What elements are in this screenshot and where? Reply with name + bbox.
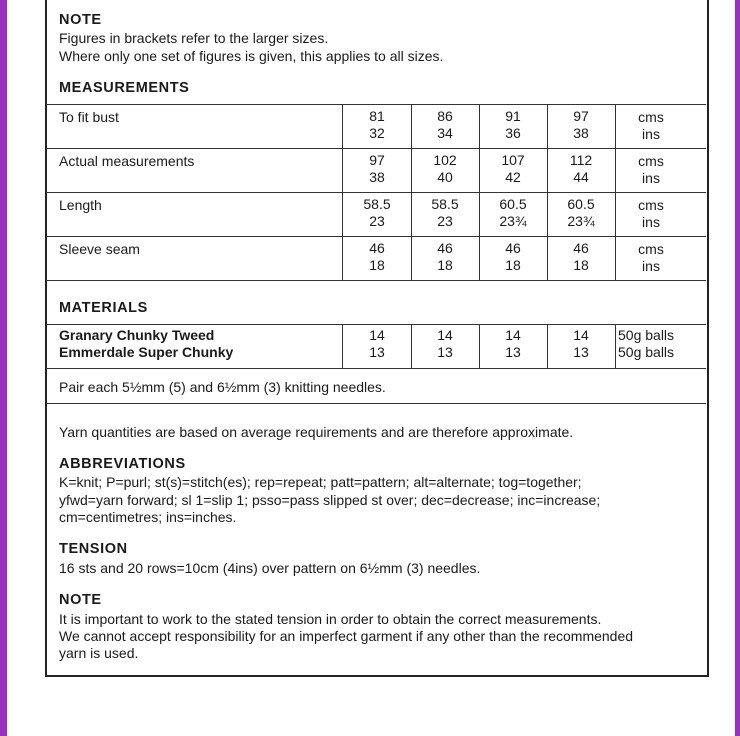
value-cms: 60.5 <box>567 196 595 212</box>
unit-cms: cms <box>638 197 664 213</box>
measurement-value-cell <box>411 240 479 274</box>
measurement-label: Sleeve seam <box>59 241 140 257</box>
measurement-label: To fit bust <box>59 109 119 125</box>
value-ins: 23 <box>369 213 385 229</box>
yarn-unit: 50g balls <box>618 344 675 360</box>
yarn-quantity-note: Yarn quantities are based on average requirements and are therefore approximate. <box>59 424 574 440</box>
unit-ins: ins <box>642 214 660 230</box>
left-accent-strip <box>0 0 7 736</box>
needles-text: Pair each 5½mm (5) and 6½mm (3) knitting needles. <box>59 379 386 395</box>
table-row-divider <box>46 280 706 281</box>
measurement-value-cell <box>479 196 547 230</box>
value-ins: 36 <box>505 125 521 141</box>
measurement-value-cell <box>411 196 479 230</box>
value-cms: 86 <box>437 108 453 124</box>
tension-text: 16 sts and 20 rows=10cm (4ins) over pattern on 6½mm (3) needles. <box>59 560 481 576</box>
value-cms: 58.5 <box>431 196 459 212</box>
value-ins: 40 <box>437 169 453 185</box>
yarn-quantity: 13 <box>505 344 521 360</box>
value-ins: 32 <box>369 125 385 141</box>
note-heading: NOTE <box>59 12 102 28</box>
value-ins: 23¾ <box>499 213 527 229</box>
table-row-divider <box>46 236 706 237</box>
table-row-divider <box>46 104 706 105</box>
unit-cms: cms <box>638 241 664 257</box>
table-row-divider <box>46 368 706 369</box>
yarn-quantity: 13 <box>369 344 385 360</box>
value-cms: 46 <box>505 240 521 256</box>
yarn-quantity: 14 <box>505 327 521 343</box>
value-ins: 34 <box>437 125 453 141</box>
abbreviations-line-3: cm=centimetres; ins=inches. <box>59 509 237 525</box>
abbreviations-line-1: K=knit; P=purl; st(s)=stitch(es); rep=repeat; patt=pattern; alt=alternate; tog=together; <box>59 474 582 490</box>
yarn-quantity: 14 <box>369 327 385 343</box>
measurement-value-cell <box>547 196 615 230</box>
measurement-value-cell <box>343 240 411 274</box>
unit-ins: ins <box>642 170 660 186</box>
note-line-2: Where only one set of figures is given, this applies to all sizes. <box>59 48 444 64</box>
yarn-quantity: 13 <box>573 344 589 360</box>
materials-heading: MATERIALS <box>59 300 148 316</box>
value-ins: 23¾ <box>567 213 595 229</box>
value-cms: 102 <box>433 152 457 168</box>
yarn-quantity: 13 <box>437 344 453 360</box>
value-ins: 38 <box>573 125 589 141</box>
value-cms: 46 <box>369 240 385 256</box>
table-row-divider <box>46 148 706 149</box>
value-cms: 97 <box>369 152 385 168</box>
measurement-value-cell <box>411 108 479 142</box>
note-bottom-heading: NOTE <box>59 592 102 608</box>
note-bottom-line-1: It is important to work to the stated tension in order to obtain the correct measurements. <box>59 611 602 627</box>
measurement-value-cell <box>479 152 547 186</box>
measurement-label: Actual measurements <box>59 153 195 169</box>
yarn-quantity: 14 <box>573 327 589 343</box>
unit-cms: cms <box>638 109 664 125</box>
value-cms: 58.5 <box>363 196 391 212</box>
table-row-divider <box>46 324 706 325</box>
unit-ins: ins <box>642 258 660 274</box>
measurement-value-cell <box>343 196 411 230</box>
value-cms: 60.5 <box>499 196 527 212</box>
yarn-quantity: 14 <box>437 327 453 343</box>
unit-ins: ins <box>642 126 660 142</box>
value-ins: 38 <box>369 169 385 185</box>
value-ins: 18 <box>505 257 521 273</box>
measurement-value-cell <box>343 152 411 186</box>
note-bottom-line-2: We cannot accept responsibility for an imperfect garment if any other than the recommended <box>59 628 634 644</box>
value-cms: 46 <box>437 240 453 256</box>
tension-heading: TENSION <box>59 541 128 557</box>
value-cms: 91 <box>505 108 521 124</box>
yarn-name: Granary Chunky Tweed <box>59 327 215 343</box>
value-cms: 112 <box>569 152 593 168</box>
yarn-unit: 50g balls <box>618 327 675 343</box>
unit-cell <box>616 153 686 187</box>
table-row-divider <box>46 192 706 193</box>
unit-cell <box>616 109 686 143</box>
measurement-value-cell <box>547 240 615 274</box>
measurement-value-cell <box>343 108 411 142</box>
measurement-value-cell <box>411 152 479 186</box>
table-row-divider <box>46 403 706 404</box>
value-cms: 97 <box>573 108 589 124</box>
value-ins: 18 <box>437 257 453 273</box>
unit-cell <box>616 241 686 275</box>
value-ins: 44 <box>573 169 589 185</box>
value-ins: 18 <box>573 257 589 273</box>
measurement-label: Length <box>59 197 102 213</box>
unit-cms: cms <box>638 153 664 169</box>
measurements-heading: MEASUREMENTS <box>59 80 190 96</box>
abbreviations-heading: ABBREVIATIONS <box>59 456 186 472</box>
table-column-divider <box>615 324 616 368</box>
value-cms: 107 <box>501 152 525 168</box>
value-cms: 81 <box>369 108 385 124</box>
abbreviations-line-2: yfwd=yarn forward; sl 1=slip 1; psso=pass slipped st over; dec=decrease; inc=increase; <box>59 492 601 508</box>
value-ins: 23 <box>437 213 453 229</box>
note-line-1: Figures in brackets refer to the larger sizes. <box>59 30 329 46</box>
measurement-value-cell <box>547 152 615 186</box>
value-ins: 18 <box>369 257 385 273</box>
measurement-value-cell <box>479 108 547 142</box>
value-ins: 42 <box>505 169 521 185</box>
right-accent-strip <box>735 0 740 736</box>
measurement-value-cell <box>479 240 547 274</box>
yarn-name: Emmerdale Super Chunky <box>59 344 234 360</box>
measurement-value-cell <box>547 108 615 142</box>
unit-cell <box>616 197 686 231</box>
value-cms: 46 <box>573 240 589 256</box>
note-bottom-line-3: yarn is used. <box>59 645 139 661</box>
